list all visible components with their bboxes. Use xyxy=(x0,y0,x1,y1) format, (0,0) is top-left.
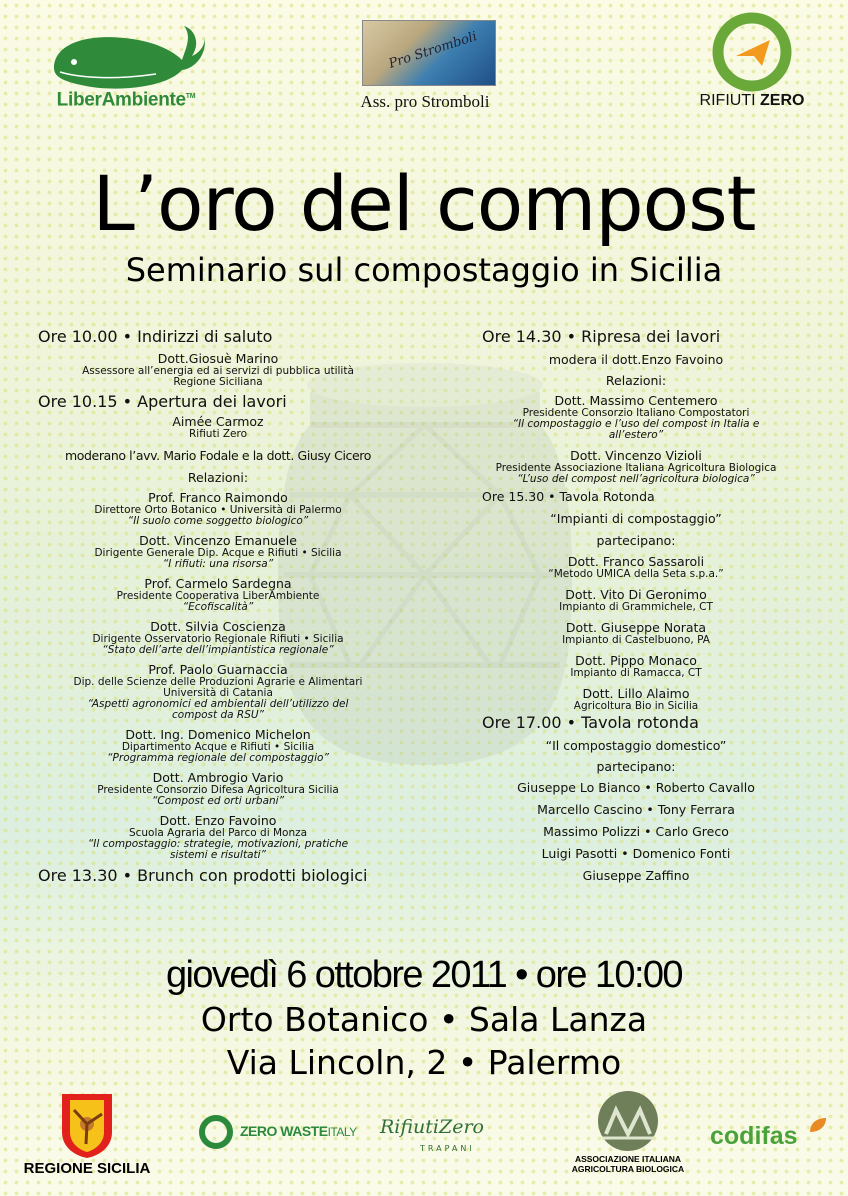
session-heading: Ore 14.30 • Ripresa dei lavori xyxy=(482,327,721,346)
trademark-mark: TM xyxy=(185,93,196,100)
aiab-line-2: AGRICOLTURA BIOLOGICA xyxy=(571,1164,685,1174)
speaker-role: Dirigente Generale Dip. Acque e Rifiuti • Sicilia xyxy=(94,547,342,559)
speaker-block xyxy=(38,771,398,807)
morning-program xyxy=(38,327,398,886)
speaker-role: Università di Catania xyxy=(163,687,273,699)
panelist-name: Dott. Giuseppe Norata xyxy=(565,620,707,635)
talk-title: sistemi e risultati” xyxy=(169,849,267,861)
talk-title: “Aspetti agronomici ed ambientali dell’utilizzo del xyxy=(87,698,349,710)
speaker-role: Regione Siciliana xyxy=(173,376,263,388)
talk-title: “Ecofiscalità” xyxy=(182,601,254,613)
panelist-role: “Metodo UMICA della Seta s.p.a.” xyxy=(548,568,724,580)
codifas-logo xyxy=(710,1116,830,1156)
speaker-name: Dott. Massimo Centemero xyxy=(554,393,718,408)
italy-word: ITALY xyxy=(327,1125,357,1139)
event-date: giovedì 6 ottobre 2011 • ore 10:00 xyxy=(166,954,682,996)
whale-icon xyxy=(46,22,206,92)
trapani-label: TRAPANI xyxy=(420,1144,475,1153)
session-heading: Ore 15.30 • Tavola Rotonda xyxy=(482,489,655,504)
round-table-topic: “Impianti di compostaggio” xyxy=(550,511,722,526)
speaker-block xyxy=(38,663,398,721)
rifiuti-zero-logo xyxy=(690,12,814,118)
speaker-role: Direttore Orto Botanico • Università di Palermo xyxy=(94,504,342,516)
panelist-name: Dott. Vito Di Geronimo xyxy=(565,587,707,602)
aiab-logo xyxy=(558,1090,698,1182)
zero-waste-italy-logo xyxy=(196,1114,357,1150)
moderator-line: modera il dott.Enzo Favoino xyxy=(548,352,724,367)
speaker-role: Assessore all’energia ed ai servizi di pubblica utilità xyxy=(82,365,354,377)
rifiutizero-wordmark: RifiutiZero xyxy=(380,1116,484,1138)
talk-title: all’estero” xyxy=(608,429,664,441)
speaker-block xyxy=(476,394,796,441)
panelist-block xyxy=(476,687,796,712)
liberambiente-name: LiberAmbiente xyxy=(56,89,186,111)
session-heading: Ore 17.00 • Tavola rotonda xyxy=(482,713,699,732)
speaker-role: Dipartimento Acque e Rifiuti • Sicilia xyxy=(121,741,315,753)
speaker-block xyxy=(38,491,398,527)
participants-line: Massimo Polizzi • Carlo Greco xyxy=(543,824,729,839)
leaf-icon xyxy=(808,1116,828,1134)
speaker-block xyxy=(476,449,796,485)
panelist-name: Dott. Pippo Monaco xyxy=(575,653,697,668)
moderators-line: moderano l’avv. Mario Fodale e la dott. Giusy Cicero xyxy=(64,448,371,463)
speaker-name: Dott. Ing. Domenico Michelon xyxy=(125,727,311,742)
talk-title: “L’uso del compost nell’agricoltura biologica” xyxy=(517,473,755,485)
panelist-block xyxy=(476,588,796,613)
talk-title: “Compost ed orti urbani” xyxy=(151,795,285,807)
liberambiente-logo xyxy=(46,22,206,120)
pro-stromboli-logo xyxy=(350,20,500,116)
participants-line: Giuseppe Lo Bianco • Roberto Cavallo xyxy=(517,780,755,795)
participants-line: Giuseppe Zaffino xyxy=(582,868,690,883)
event-address: Via Lincoln, 2 • Palermo xyxy=(226,1043,622,1082)
speaker-block xyxy=(38,534,398,570)
speaker-role: Presidente Consorzio Italiano Compostatori xyxy=(522,407,750,419)
aiab-line-1: ASSOCIAZIONE ITALIANA xyxy=(574,1154,682,1164)
speaker-name: Prof. Franco Raimondo xyxy=(148,490,288,505)
speaker-role: Dip. delle Scienze delle Produzioni Agrarie e Alimentari xyxy=(73,676,363,688)
talk-title: “Il compostaggio e l’uso del compost in Italia e xyxy=(512,418,760,430)
panelist-block xyxy=(476,654,796,679)
speaker-block xyxy=(38,577,398,613)
speaker-block xyxy=(38,814,398,861)
speaker-name: Aimée Carmoz xyxy=(172,414,264,429)
stromboli-script: Pro Stromboli xyxy=(386,29,479,72)
zero-word: ZERO xyxy=(760,92,805,109)
trinacria-shield-icon xyxy=(14,1092,160,1158)
relazioni-label: Relazioni: xyxy=(605,373,667,388)
panelist-role: Impianto di Grammichele, CT xyxy=(559,601,713,613)
speaker-name: Dott. Enzo Favoino xyxy=(159,813,277,828)
speaker-list xyxy=(38,491,398,861)
panel-list xyxy=(476,780,796,883)
panelist-role: Agricoltura Bio in Sicilia xyxy=(573,700,699,712)
partecipano-label: partecipano: xyxy=(596,759,676,774)
panelist-name: Dott. Lillo Alaimo xyxy=(582,686,690,701)
pro-stromboli-caption: Ass. pro Stromboli xyxy=(360,92,490,111)
zero-waste-word: ZERO WASTE xyxy=(240,1123,328,1139)
talk-title: “Programma regionale del compostaggio” xyxy=(107,752,329,764)
session-heading: Ore 10.00 • Indirizzi di saluto xyxy=(38,327,273,346)
panelist-role: Impianto di Ramacca, CT xyxy=(570,667,702,679)
codifas-wordmark: codifas xyxy=(710,1122,798,1150)
talk-title: “Il compostaggio: strategie, motivazioni, pratiche xyxy=(87,838,349,850)
speaker-name: Prof. Paolo Guarnaccia xyxy=(148,662,288,677)
relazioni-label: Relazioni: xyxy=(187,470,249,485)
speaker-role: Presidente Consorzio Difesa Agricoltura Sicilia xyxy=(97,784,339,796)
speaker-name: Dott. Vincenzo Vizioli xyxy=(570,448,702,463)
panelist-role: Impianto di Castelbuono, PA xyxy=(562,634,710,646)
round-table-topic: “Il compostaggio domestico” xyxy=(545,738,727,753)
participants-line: Marcello Cascino • Tony Ferrara xyxy=(537,802,735,817)
stromboli-image xyxy=(362,20,496,86)
afternoon-program xyxy=(476,327,796,883)
regione-sicilia-caption: REGIONE SICILIA xyxy=(23,1160,151,1177)
rifiuti-word: RIFIUTI xyxy=(699,92,756,109)
talk-title: “Il suolo come soggetto biologico” xyxy=(127,515,309,527)
talk-title: “I rifiuti: una risorsa” xyxy=(162,558,274,570)
event-venue: Orto Botanico • Sala Lanza xyxy=(200,1000,648,1039)
speaker-name: Dott. Silvia Coscienza xyxy=(150,619,286,634)
rifiutizero-trapani-logo xyxy=(380,1112,526,1156)
speaker-block xyxy=(38,620,398,656)
panelist-block xyxy=(476,621,796,646)
participants-line: Luigi Pasotti • Domenico Fonti xyxy=(541,846,731,861)
page-title: L’oro del compost xyxy=(92,159,756,248)
aiab-emblem-icon xyxy=(558,1090,698,1152)
regione-sicilia-logo xyxy=(14,1092,160,1182)
zero-waste-ring-icon xyxy=(196,1114,236,1150)
speaker-name: Prof. Carmelo Sardegna xyxy=(144,576,292,591)
rifiuti-zero-ring-icon xyxy=(690,12,814,92)
speaker-role: Presidente Associazione Italiana Agricoltura Biologica xyxy=(495,462,777,474)
speaker-role: Dirigente Osservatorio Regionale Rifiuti • Sicilia xyxy=(92,633,344,645)
panelist-name: Dott. Franco Sassaroli xyxy=(567,554,705,569)
speaker-name: Dott. Ambrogio Vario xyxy=(152,770,284,785)
speaker-name: Dott.Giosuè Marino xyxy=(157,351,279,366)
partecipano-label: partecipano: xyxy=(596,533,676,548)
speaker-block xyxy=(38,728,398,764)
talk-title: compost da RSU” xyxy=(172,709,264,721)
talk-title: “Stato dell’arte dell’impiantistica regionale” xyxy=(102,644,334,656)
panelist-block xyxy=(476,555,796,580)
speaker-role: Rifiuti Zero xyxy=(188,428,248,440)
panel-list xyxy=(476,555,796,712)
session-heading: Ore 13.30 • Brunch con prodotti biologici xyxy=(38,866,368,885)
speaker-list xyxy=(476,394,796,485)
speaker-name: Dott. Vincenzo Emanuele xyxy=(139,533,297,548)
page-subtitle: Seminario sul compostaggio in Sicilia xyxy=(125,251,723,289)
speaker-role: Presidente Cooperativa LiberAmbiente xyxy=(116,590,320,602)
speaker-role: Scuola Agraria del Parco di Monza xyxy=(128,827,308,839)
session-heading: Ore 10.15 • Apertura dei lavori xyxy=(38,392,287,411)
